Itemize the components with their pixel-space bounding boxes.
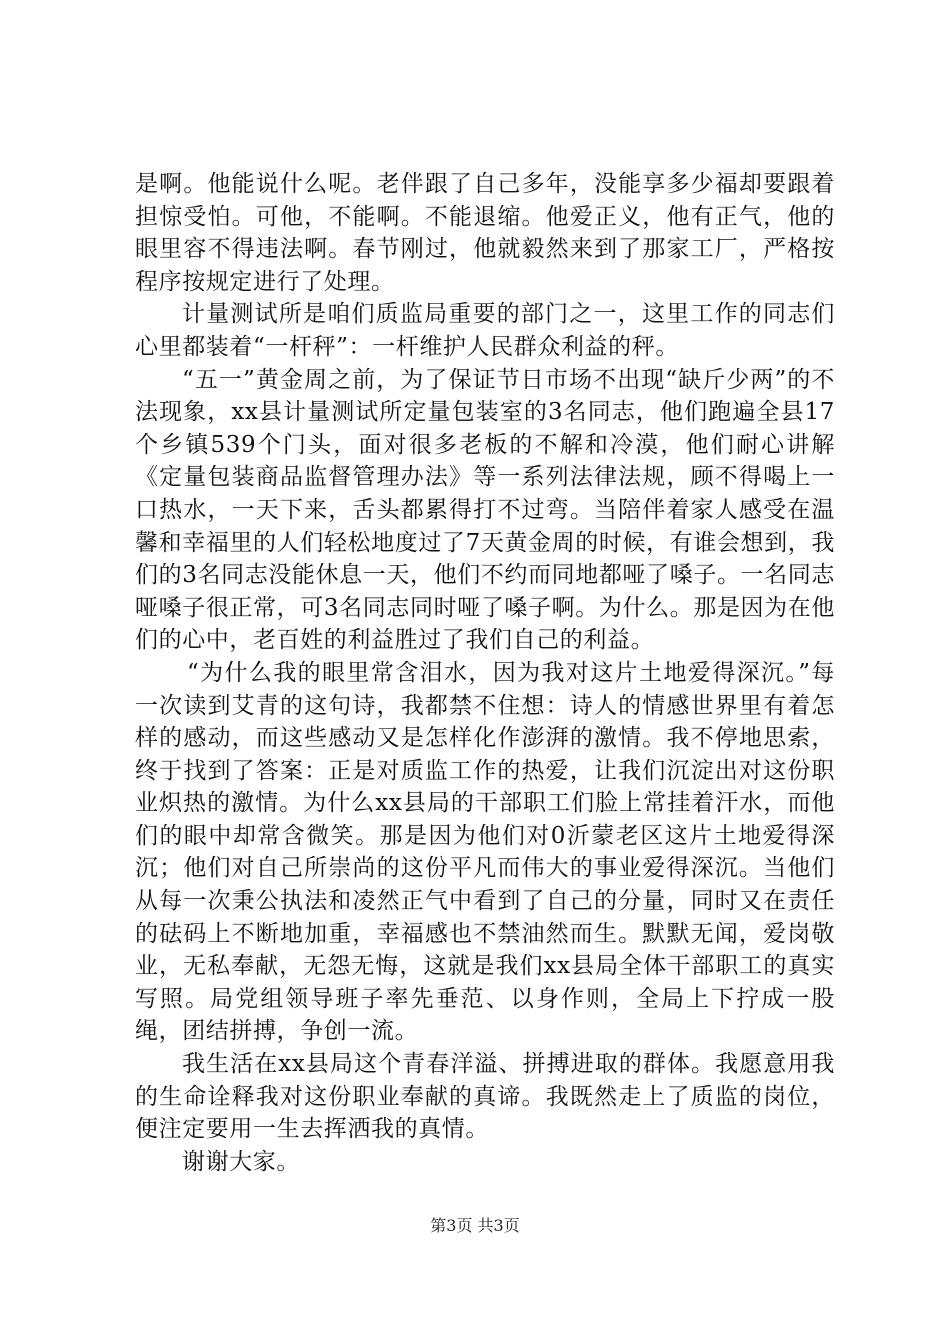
paragraph-closing-statement: 我生活在xx县局这个青春洋溢、拼搏进取的群体。我愿意用我的生命诠释我对这份职业奉献的真谛。我既然走上了质监的岗位，便注定要用一生去挥洒我的真情。 bbox=[135, 1051, 835, 1143]
paragraph-thanks: 谢谢大家。 bbox=[182, 1148, 300, 1175]
paragraph-poem-quote: “为什么我的眼里常含泪水，因为我对这片土地爱得深沉。”每一次读到艾青的这句诗，我都禁不住想：诗人的情感世界里有着怎样的感动，而这些感动又是怎样化作澎湃的激情。我不停地思索，终于找到了答案：正是对质监工作的热爱，让我们沉淀出对这份职业炽热的激情。为什么xx县局的干部职工们脸上常挂着汗水，而他们的眼中却常含微笑。那是因为他们对0沂蒙老区这片土地爱得深沉；他们对自己所崇尚的这份平凡而伟大的事业爱得深沉。当他们从每一次秉公执法和凌然正气中看到了自己的分量，同时又在责任的砝码上不断地加重，幸福感也不禁油然而生。默默无闻，爱岗敬业，无私奉献，无怨无悔，这就是我们xx县局全体干部职工的真实写照。局党组领导班子率先垂范、以身作则，全局上下拧成一股绳，团结拼搏，争创一流。 bbox=[135, 659, 835, 1045]
document-body bbox=[135, 168, 835, 1178]
paragraph-measurement-institute: 计量测试所是咱们质监局重要的部门之一，这里工作的同志们心里都装着“一杆秤”：一杆维护人民群众利益的秤。 bbox=[135, 301, 835, 360]
page-footer: 第3页 共3页 bbox=[430, 1216, 520, 1235]
paragraph-continuation: 是啊。他能说什么呢。老伴跟了自己多年，没能享多少福却要跟着担惊受怕。可他，不能啊。不能退缩。他爱正义，他有正气，他的眼里容不得违法啊。春节刚过，他就毅然来到了那家工厂，严格按程序按规定进行了处理。 bbox=[135, 171, 835, 295]
paragraph-golden-week: “五一”黄金周之前，为了保证节日市场不出现“缺斤少两”的不法现象，xx县计量测试所定量包装室的3名同志，他们跑遍全县17个乡镇539个门头，面对很多老板的不解和冷漠，他们耐心讲解《定量包装商品监督管理办法》等一系列法律法规，顾不得喝上一口热水，一天下来，舌头都累得打不过弯。当陪伴着家人感受在温馨和幸福里的人们轻松地度过了7天黄金周的时候，有谁会想到，我们的3名同志没能休息一天，他们不约而同地都哑了嗓子。一名同志哑嗓子很正常，可3名同志同时哑了嗓子啊。为什么。那是因为在他们的心中，老百姓的利益胜过了我们自己的利益。 bbox=[135, 366, 835, 654]
